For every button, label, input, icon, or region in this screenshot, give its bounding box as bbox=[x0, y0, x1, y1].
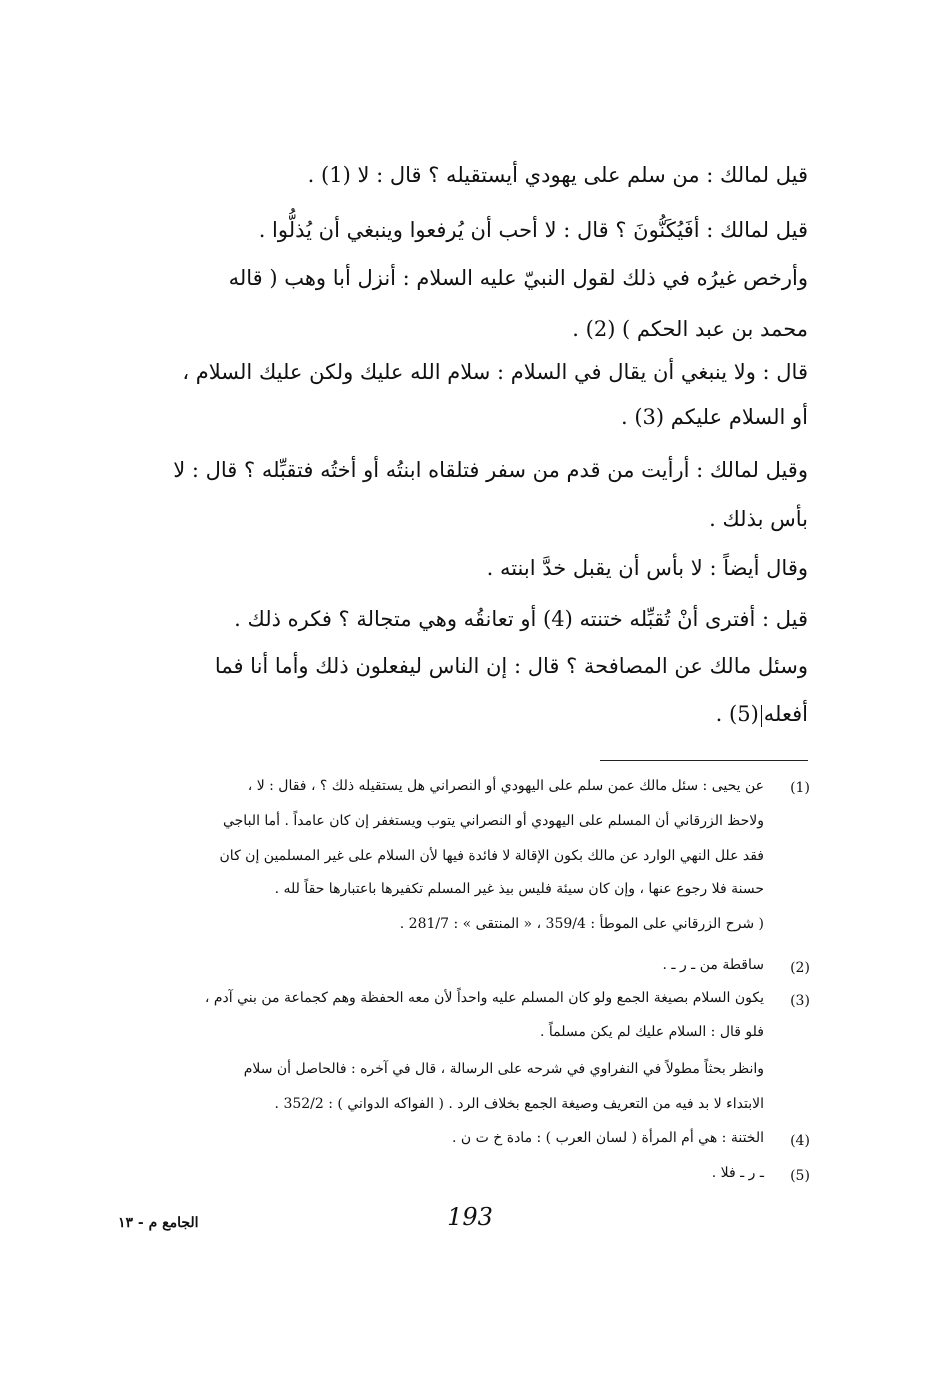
page-number: 193 bbox=[447, 1203, 493, 1231]
footnote-line: عن يحيى : سئل مالك عمن سلم على اليهودي أو النصراني هل يستقيله ذلك ؟ ، فقال : لا ، bbox=[247, 778, 764, 794]
footnote-line: ساقطة من ـ ر ـ . bbox=[662, 957, 764, 973]
footnote-number: (3) bbox=[790, 993, 810, 1009]
main-text-line: محمد بن عبد الحكم ) (2) . bbox=[572, 317, 808, 341]
main-text-line: قال : ولا ينبغي أن يقال في السلام : سلام الله عليك ولكن عليك السلام ، bbox=[182, 360, 808, 384]
footnote-line: يكون السلام بصيغة الجمع ولو كان المسلم عليه واحداً لأن معه الحفظة وهم كجماعة من بني آدم ، bbox=[204, 990, 764, 1006]
text-cursor-mark bbox=[761, 705, 762, 727]
main-text-line: وسئل مالك عن المصافحة ؟ قال : إن الناس ليفعلون ذلك وأما أنا فما bbox=[214, 654, 808, 678]
footnote-line: الابتداء لا بد فيه من التعريف وصيغة الجمع بخلاف الرد . ( الفواكه الدواني ) : 352/2 . bbox=[274, 1096, 764, 1112]
footnote-line: وانظر بحثاً مطولاً في النفراوي في شرحه على الرسالة ، قال في آخره : فالحاصل أن سلام bbox=[243, 1061, 764, 1077]
signature-mark: الجامع م - ١٣ bbox=[118, 1215, 199, 1231]
main-text-fragment: (5) . bbox=[715, 702, 759, 726]
footnote-line: ـ ر ـ فلا . bbox=[711, 1165, 764, 1181]
footnote-number: (1) bbox=[790, 780, 810, 796]
main-text-fragment: أفعله bbox=[763, 702, 808, 726]
main-text-line: قيل لمالك : من سلم على يهودي أيستقيله ؟ قال : لا (1) . bbox=[307, 163, 808, 187]
footnote-line: الختنة : هي أم المرأة ( لسان العرب ) : مادة خ ت ن . bbox=[451, 1130, 764, 1146]
footnote-line: ( شرح الزرقاني على الموطأ : 359/4 ، « المنتقى » : 281/7 . bbox=[399, 916, 764, 932]
main-text-line: قيل لمالك : أفَيُكَنُّونَ ؟ قال : لا أحب أن يُرفعوا وينبغي أن يُذلُّوا . bbox=[258, 218, 808, 242]
footnote-line: فقد علل النهي الوارد عن مالك بكون الإقالة لا فائدة فيها لأن السلام على غير المسلمين إن كان bbox=[219, 848, 764, 864]
footnote-number: (4) bbox=[790, 1133, 810, 1149]
main-text-line bbox=[716, 702, 808, 727]
footnote-separator bbox=[600, 760, 808, 761]
main-text-line: وقيل لمالك : أرأيت من قدم من سفر فتلقاه ابنتُه أو أختُه فتقبِّله ؟ قال : لا bbox=[173, 458, 808, 482]
footnote-line: حسنة فلا رجوع عنها ، وإن كان سيئة فليس بيذ غير المسلم تكفيرها باعتبارها حقاً لله . bbox=[274, 881, 764, 897]
main-text-line: وأرخص غيرُه في ذلك لقول النبيّ عليه السلام : أنزل أبا وهب ( قاله bbox=[228, 266, 808, 290]
main-text-line: وقال أيضاً : لا بأس أن يقبل خدَّ ابنته . bbox=[486, 556, 808, 580]
footnote-number: (2) bbox=[790, 960, 810, 976]
footnote-line: فلو قال : السلام عليك لم يكن مسلماً . bbox=[540, 1024, 764, 1040]
footnote-line: ولاحظ الزرقاني أن المسلم على اليهودي أو النصراني يتوب ويستغفر إن كان عامداً . أما الباجي bbox=[222, 813, 764, 829]
footnote-number: (5) bbox=[790, 1168, 810, 1184]
main-text-line: قيل : أفترى أنْ تُقبِّله ختنته (4) أو تعانقُه وهي متجالة ؟ فكره ذلك . bbox=[234, 607, 808, 631]
main-text-line: أو السلام عليكم (3) . bbox=[620, 405, 808, 429]
main-text-line: بأس بذلك . bbox=[709, 507, 808, 531]
